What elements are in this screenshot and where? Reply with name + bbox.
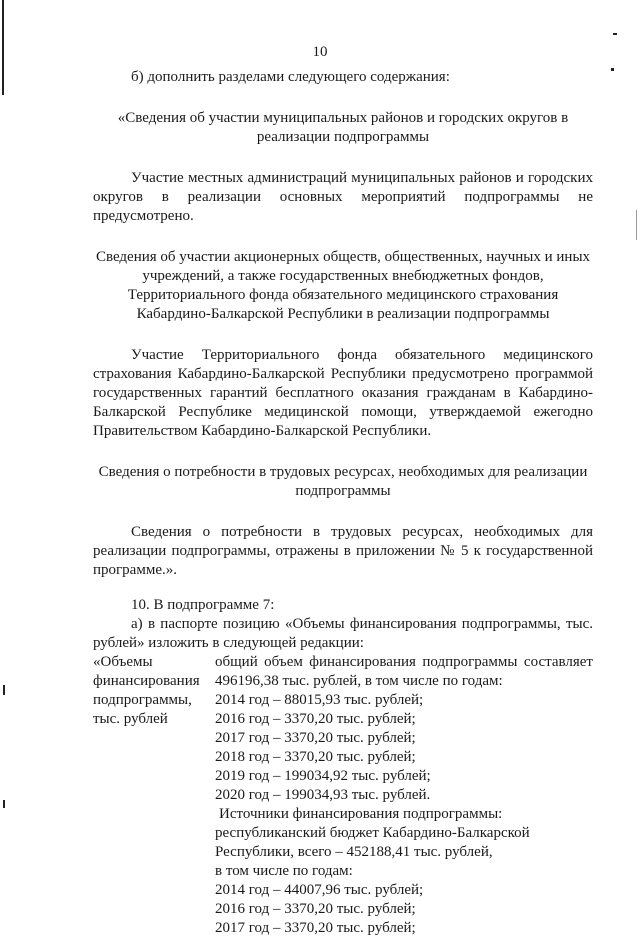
budget-year-2014: 2014 год – 44007,96 тыс. рублей;: [215, 882, 424, 898]
item-10: 10. В подпрограмме 7:: [131, 597, 275, 613]
scan-mark-right-mid: [636, 210, 637, 240]
scan-mark-left-mid: [3, 685, 5, 695]
funding-year-2016: 2016 год – 3370,20 тыс. рублей;: [215, 711, 416, 727]
section-heading-organizations: Сведения об участии акционерных обществ, общественных, научных и иных учреждений, а также государственных внебюджетных фондов, Территориального фонда обязательного медицинского страхования Кабардино-Балкарской Республики в реализации подпрограммы: [95, 249, 591, 322]
budget-by-years-label: в том числе по годам:: [215, 863, 353, 879]
page-number: 10: [312, 44, 328, 60]
funding-block: [93, 653, 593, 938]
paragraph-municipal: Участие местных администраций муниципальных районов и городских округов в реализации основных мероприятий подпрограммы не предусмотрено.: [93, 170, 593, 224]
funding-year-2014: 2014 год – 88015,93 тыс. рублей;: [215, 692, 424, 708]
funding-label: «Объемы финансирования подпрограммы, тыс. рублей: [93, 654, 200, 727]
scan-mark-right-top: [613, 33, 617, 35]
document-body: [93, 68, 593, 938]
funding-total: общий объем финансирования подпрограммы составляет 496196,38 тыс. рублей, в том числе по годам:: [215, 654, 593, 689]
budget-year-2017: 2017 год – 3370,20 тыс. рублей;: [215, 920, 416, 936]
section-heading-municipal: «Сведения об участии муниципальных районов и городских округов в реализации подпрограммы: [117, 110, 569, 145]
funding-year-2017: 2017 год – 3370,20 тыс. рублей;: [215, 730, 416, 746]
funding-details: [215, 653, 593, 938]
paragraph-organizations: Участие Территориального фонда обязательного медицинского страхования Кабардино-Балкарской Республики предусмотрено программой государственных гарантий бесплатного оказания гражданам в Кабардино-Балкарской Республике медицинской помощи, утверждаемой ежегодно Правительством Кабардино-Балкарской Республики.: [93, 347, 593, 439]
paragraph-labor: Сведения о потребности в трудовых ресурсах, необходимых для реализации подпрограммы, отражены в приложении № 5 к государственной программе.».: [93, 524, 593, 578]
budget-year-2016: 2016 год – 3370,20 тыс. рублей;: [215, 901, 416, 917]
funding-year-2020: 2020 год – 199034,93 тыс. рублей.: [215, 787, 431, 803]
scan-mark-right-dot: [611, 68, 614, 71]
item-a: а) в паспорте позицию «Объемы финансирования подпрограммы, тыс. рублей» изложить в следующей редакции:: [93, 616, 593, 651]
section-heading-labor: Сведения о потребности в трудовых ресурсах, необходимых для реализации подпрограммы: [98, 464, 588, 499]
intro-paragraph: б) дополнить разделами следующего содержания:: [131, 69, 450, 85]
funding-year-2019: 2019 год – 199034,92 тыс. рублей;: [215, 768, 431, 784]
funding-sources-title: Источники финансирования подпрограммы:: [219, 806, 503, 822]
scan-mark-left-low: [3, 800, 5, 808]
funding-year-2018: 2018 год – 3370,20 тыс. рублей;: [215, 749, 416, 765]
republic-budget-total: республиканский бюджет Кабардино-Балкарской Республики, всего – 452188,41 тыс. рублей,: [215, 825, 530, 860]
